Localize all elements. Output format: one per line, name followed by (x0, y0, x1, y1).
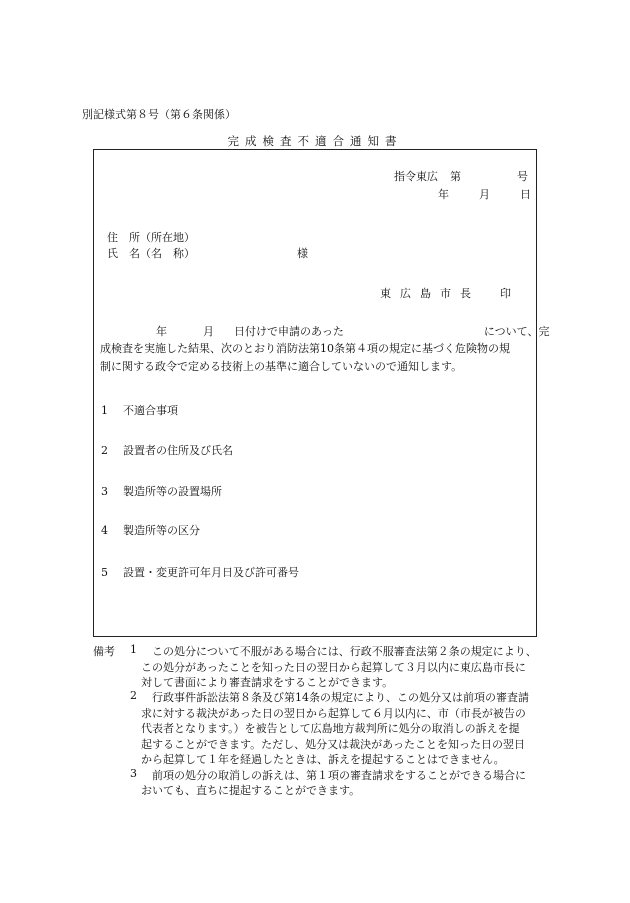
note-line: この処分について不服がある場合には、行政不服審査法第２条の規定により、 (152, 645, 537, 658)
item-3 (101, 483, 222, 499)
note-number: 3 (130, 767, 137, 780)
item-label: 製造所等の設置場所 (123, 485, 222, 498)
date-year: 年 (438, 188, 449, 201)
item-label: 製造所等の区分 (123, 524, 200, 537)
item-number: 5 (101, 566, 108, 579)
date-month: 月 (479, 188, 490, 201)
item-number: 1 (101, 404, 108, 417)
item-label: 設置者の住所及び氏名 (123, 444, 233, 457)
item-number: 2 (101, 444, 108, 457)
item-2 (101, 442, 233, 458)
body-line-3: 制に関する政令で定める技術上の基準に適合していないので通知します。 (100, 360, 463, 373)
doc-number-dai: 第 (450, 170, 461, 183)
note-line: 起することができます。ただし、処分又は裁決があったことを知った日の翌日 (141, 738, 526, 751)
notes-label: 備考 (93, 645, 115, 658)
form-reference: 別記様式第８号（第６条関係） (82, 108, 236, 121)
body-month: 月 (203, 325, 214, 338)
issue-date (438, 186, 531, 202)
body-mid: 日付けで申請のあった (234, 325, 344, 338)
doc-number-go: 号 (517, 170, 528, 183)
note-line: 行政事件訴訟法第８条及び第14条の規定により、この処分又は前項の審査請 (152, 691, 529, 704)
note-number: 1 (130, 643, 137, 656)
recipient-honorific: 様 (297, 247, 308, 260)
note-line: 求に対する裁決があった日の翌日から起算して６月以内に、市（市長が被告の (141, 707, 526, 720)
note-line: おいても、直ちに提起することができます。 (141, 784, 361, 797)
note-line: から起算して１年を経過したときは、訴えを提起することはできません。 (141, 753, 505, 766)
item-1 (101, 402, 178, 418)
recipient-address-label: 住 所（所在地） (107, 231, 195, 244)
body-line-2: 成検査を実施した結果、次のとおり消防法第10条第４項の規定に基づく危険物の規 (100, 342, 510, 355)
body-year: 年 (156, 325, 167, 338)
item-label: 不適合事項 (123, 404, 178, 417)
recipient-name-label: 氏 名（名 称） (107, 247, 195, 260)
note-line: 対して書面により審査請求をすることができます。 (141, 676, 394, 689)
note-line: この処分があったことを知った日の翌日から起算して３月以内に東広島市長に (141, 661, 526, 674)
note-line: 前項の処分の取消しの訴えは、第１項の審査請求をすることができる場合に (152, 769, 526, 782)
note-line: 代表者となります。）を被告として広島地方裁判所に処分の取消しの訴えを提 (141, 722, 520, 735)
item-label: 設置・変更許可年月日及び許可番号 (123, 566, 299, 579)
date-day: 日 (520, 188, 531, 201)
body-end: について、完 (483, 325, 550, 338)
item-number: 4 (101, 524, 108, 537)
item-5 (101, 564, 299, 580)
item-number: 3 (101, 485, 108, 498)
issuer-line: 東広島市長 印 (380, 287, 520, 300)
document-title: 完成検査不適合通知書 (227, 134, 403, 148)
note-number: 2 (130, 689, 137, 702)
item-4 (101, 522, 200, 538)
document-number (394, 168, 528, 184)
body-line-1 (156, 323, 549, 339)
doc-number-prefix: 指令東広 (394, 170, 438, 183)
